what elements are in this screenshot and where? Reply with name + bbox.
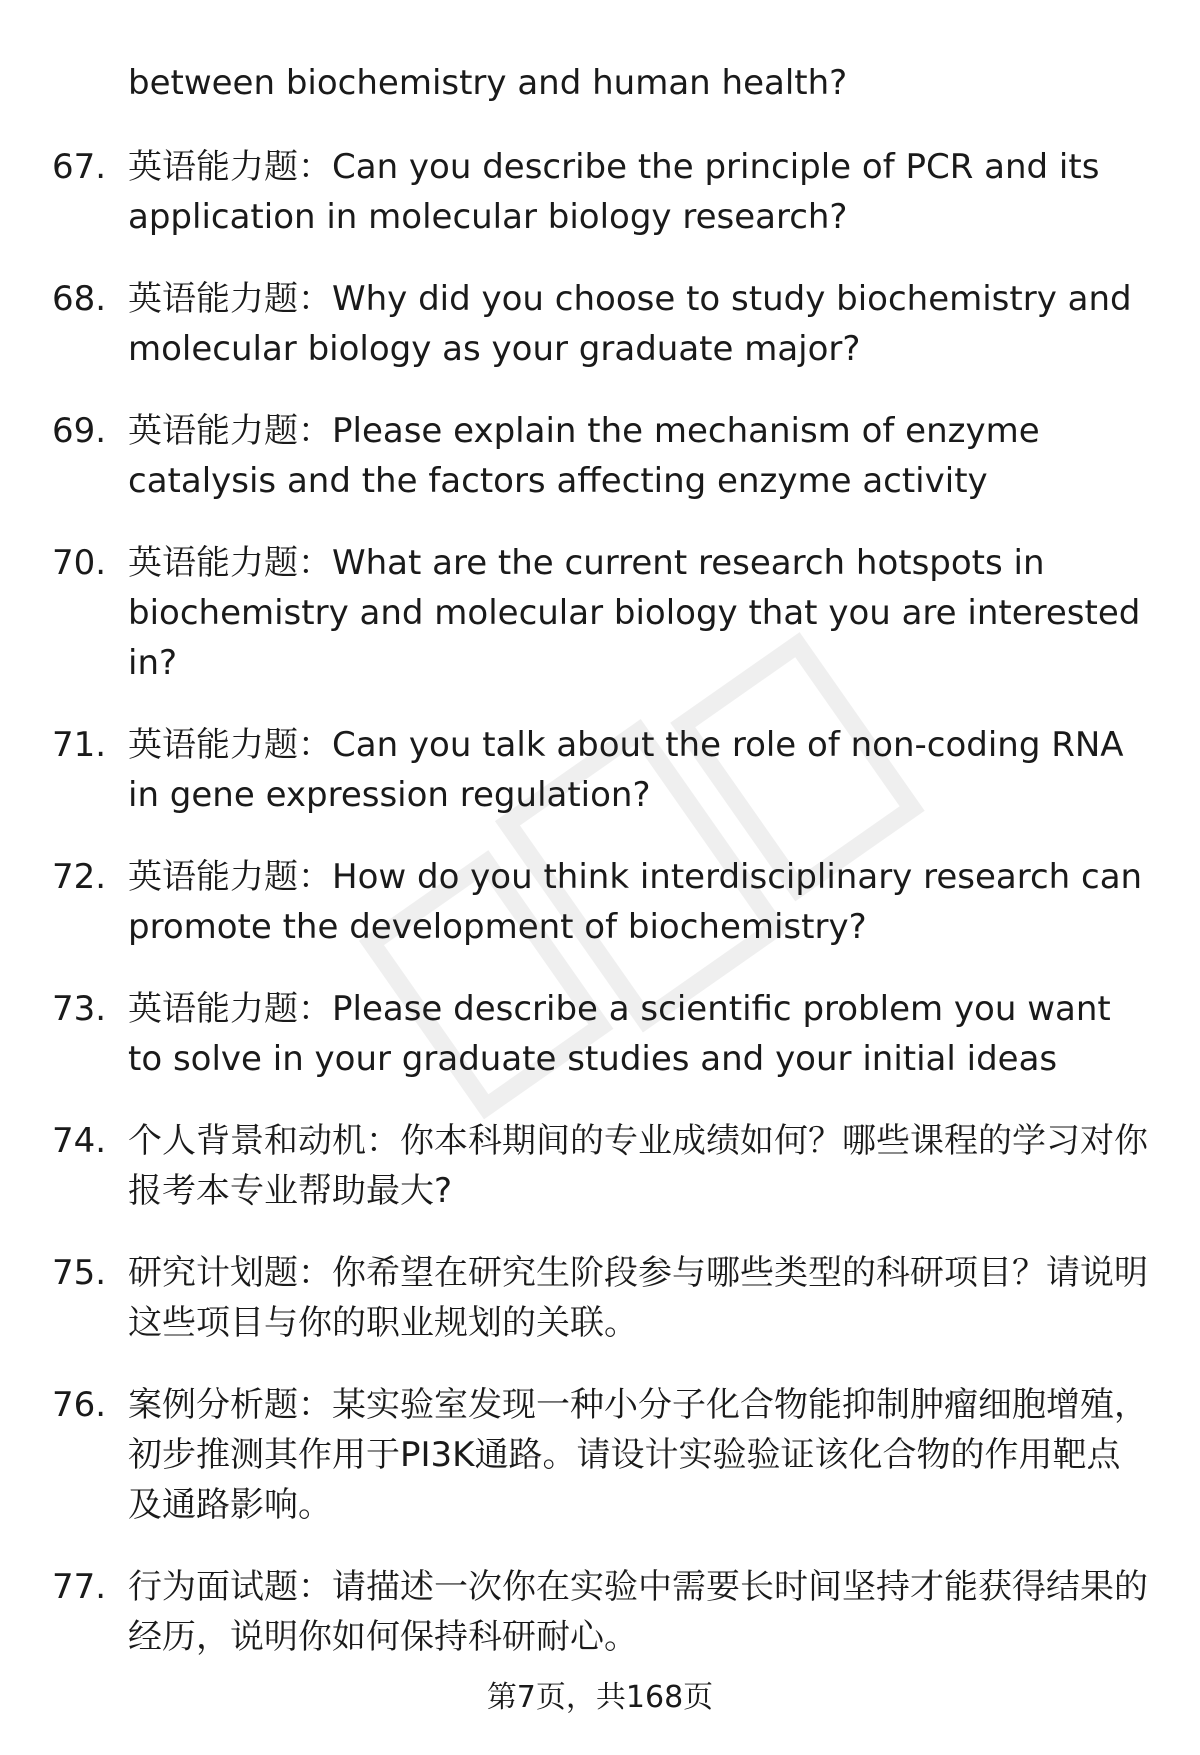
question-text: 英语能力题：Can you describe the principle of PCR and its application in molecular biology research?: [128, 147, 1100, 237]
continued-question-text: between biochemistry and human health?: [128, 63, 848, 103]
question-item: [0, 538, 1148, 688]
question-item: [0, 984, 1148, 1084]
question-text: 英语能力题：Please explain the mechanism of enzyme catalysis and the factors affecting enzyme activity: [128, 411, 1040, 501]
question-number: 70.: [52, 543, 107, 583]
question-item: [0, 1248, 1148, 1348]
question-list: [0, 142, 1200, 1694]
question-text: 行为面试题：请描述一次你在实验中需要长时间坚持才能获得结果的经历，说明你如何保持科研耐心。: [128, 1567, 1148, 1657]
question-number: 74.: [52, 1121, 107, 1161]
question-text: 研究计划题：你希望在研究生阶段参与哪些类型的科研项目？请说明这些项目与你的职业规划的关联。: [128, 1253, 1148, 1343]
question-item: [0, 1562, 1148, 1662]
question-number: 77.: [52, 1567, 107, 1607]
question-item: [0, 406, 1148, 506]
question-text: 英语能力题：Please describe a scientific problem you want to solve in your graduate studies and your initial ideas: [128, 989, 1111, 1079]
question-text: 英语能力题：Can you talk about the role of non-coding RNA in gene expression regulation?: [128, 725, 1124, 815]
page-footer: 第7页，共168页: [486, 1680, 714, 1715]
question-number: 75.: [52, 1253, 107, 1293]
question-item: [0, 1380, 1148, 1530]
question-text: 个人背景和动机：你本科期间的专业成绩如何？哪些课程的学习对你报考本专业帮助最大?: [128, 1121, 1148, 1211]
question-item: [0, 142, 1148, 242]
question-number: 76.: [52, 1385, 107, 1425]
question-text: 英语能力题：Why did you choose to study biochemistry and molecular biology as your graduate major?: [128, 279, 1132, 369]
question-item: [0, 274, 1148, 374]
question-number: 72.: [52, 857, 107, 897]
question-text: 案例分析题：某实验室发现一种小分子化合物能抑制肿瘤细胞增殖，初步推测其作用于PI3K通路。请设计实验验证该化合物的作用靶点及通路影响。: [128, 1385, 1148, 1525]
question-item: [0, 852, 1148, 952]
question-item: [0, 1116, 1148, 1216]
question-item: [0, 720, 1148, 820]
question-number: 71.: [52, 725, 107, 765]
question-text: 英语能力题：How do you think interdisciplinary research can promote the development of biochemistry?: [128, 857, 1143, 947]
question-number: 68.: [52, 279, 107, 319]
question-text: 英语能力题：What are the current research hotspots in biochemistry and molecular biology that you are interested in?: [128, 543, 1141, 683]
question-number: 73.: [52, 989, 107, 1029]
question-number: 67.: [52, 147, 107, 187]
question-number: 69.: [52, 411, 107, 451]
